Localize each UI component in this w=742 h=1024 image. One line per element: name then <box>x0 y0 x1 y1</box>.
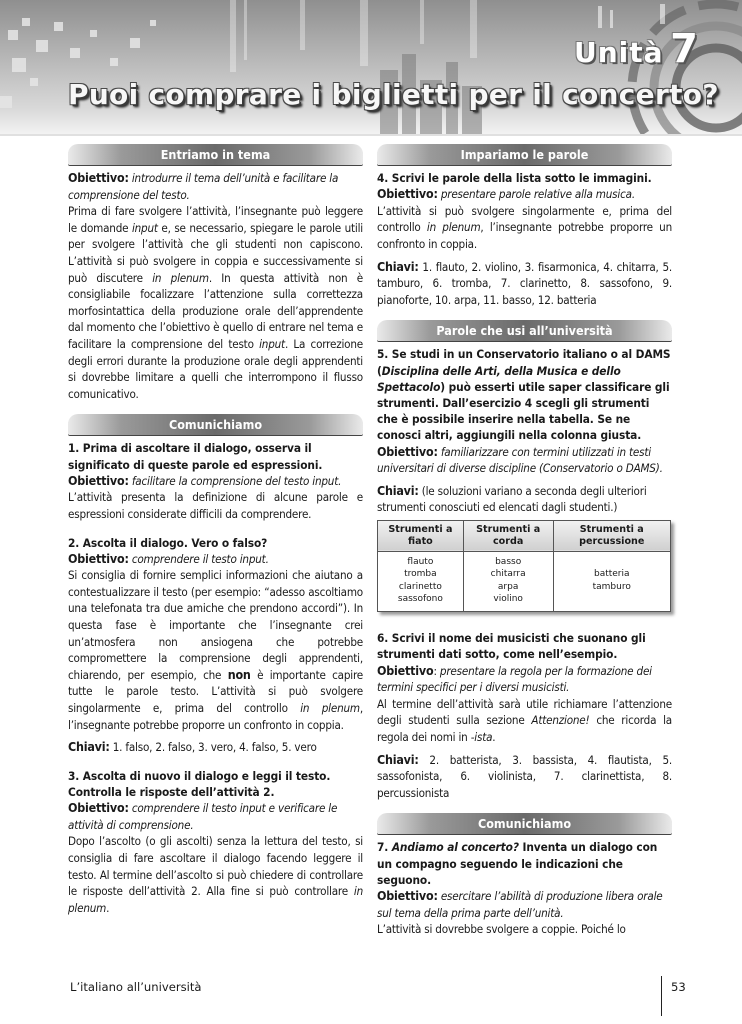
text-run: Al termine dell’attività sarà utile richiamare l’attenzione degli studenti sulla sezione <box>377 696 672 728</box>
objective-label: Obiettivo: <box>377 186 438 202</box>
section-band-parole-universita: Parole che usi all’università <box>377 320 672 341</box>
text-run: non <box>227 666 251 682</box>
answer-key <box>377 752 672 802</box>
text-run: . <box>106 900 110 915</box>
text-run: Si consiglia di fornire semplici informazioni che aiutano a contestualizzare il testo (per esempio: “adesso ascoltiamo una telefonata tra due amiche che prendono accordi”). In questa fase è importante che l’insegnante crei un’atmosfera non ansiogena che potrebbe compromettere la comprensione degli apprendenti, chiarendo, per esempio, che <box>68 568 363 682</box>
objective-text: facilitare la comprensione del testo input. <box>131 473 342 488</box>
instrument-name: tromba <box>404 569 437 580</box>
page-title: Puoi comprare i biglietti per il concerto? <box>68 78 719 111</box>
answer-key-text: 2. batterista, 3. bassista, 4. flautista, 5. sassofonista, 6. violinista, 7. clarinettista, 8. percussionista <box>377 752 672 800</box>
text-run: in plenum <box>426 220 481 235</box>
instrument-name: violino <box>493 593 523 604</box>
objective-text: comprendere il testo input e verificare le attività di comprensione. <box>68 801 338 832</box>
unit-number: 7 <box>670 26 699 72</box>
unit-badge <box>574 26 699 72</box>
objective-label: Obiettivo: <box>377 887 438 903</box>
cell-corda <box>463 551 553 611</box>
answer-key-label: Chiavi: <box>377 751 419 767</box>
text-run: in plenum <box>68 884 363 915</box>
exercise-3-prompt: 3. Ascolta di nuovo il dialogo e leggi il testo. Controlla le risposte dell’attività 2. <box>68 768 331 800</box>
text-run: Disciplina delle Arti, della Musica e dello Spettacolo <box>377 363 621 394</box>
text-run: input <box>131 220 158 235</box>
answer-key <box>68 739 363 756</box>
objective-paragraph <box>68 800 363 833</box>
text-run: input <box>259 336 285 351</box>
text-run: Inventa un dialogo con un compagno seguendo le indicazioni che seguono. <box>377 840 658 887</box>
section-band-comunichiamo: Comunichiamo <box>68 414 363 435</box>
objective-text: presentare la regola per la formazione dei termini specifici per i diversi musicisti. <box>377 663 652 695</box>
body-paragraph: L’attività si dovrebbe svolgere a coppie. Poiché lo <box>377 922 626 937</box>
text-run: , l’insegnante potrebbe proporre un confronto in coppia. <box>68 701 363 732</box>
text-run: . La correzione degli errori durante la produzione orale degli apprendenti si dovrebbe limitare a quelli che interrompono il flusso comunicativo. <box>68 336 363 401</box>
instrument-name: tamburo <box>592 581 631 592</box>
table-row <box>378 551 671 611</box>
section-band-impariamo: Impariamo le parole <box>377 144 672 165</box>
body-paragraph <box>377 696 672 746</box>
section-band-comunichiamo-2: Comunichiamo <box>377 813 672 834</box>
text-run: è importante capire tutte le parole testo. L’attività si può svolgere singolarmente e, prima del controllo <box>68 667 364 716</box>
exercise-4-prompt: 4. Scrivi le parole della lista sotto le immagini. <box>377 171 652 185</box>
body-paragraph <box>377 203 672 253</box>
answer-key-text: (le soluzioni variano a seconda degli ulteriori strumenti conosciuti ed elencati dagli studenti.) <box>377 483 647 515</box>
exercise-2-prompt: 2. Ascolta il dialogo. Vero o falso? <box>68 535 268 550</box>
instrument-name: batteria <box>593 569 630 580</box>
section-band-entriamo: Entriamo in tema <box>68 144 363 165</box>
footer-divider <box>661 976 662 1016</box>
cell-percussione <box>553 551 670 611</box>
text-run: . <box>492 729 496 744</box>
text-run: L’attività si può svolgere singolarmente e, prima del controllo <box>377 203 672 235</box>
text-run: in plenum <box>300 701 360 716</box>
objective-text: esercitare l’abilità di produzione libera orale sul tema della prima parte dell’unità. <box>377 888 663 920</box>
answer-key-text: 1. flauto, 2. violino, 3. fisarmonica, 4. chitarra, 5. tamburo, 6. tromba, 7. clarinetto, 8. sassofono, 9. pianoforte, 10. arpa, 11. basso, 12. batteria <box>377 259 672 307</box>
answer-key-text: 1. falso, 2. falso, 3. vero, 4. falso, 5. vero <box>112 740 317 755</box>
table-header-row <box>378 520 671 551</box>
page-number: 53 <box>671 980 686 994</box>
instruments-table <box>377 520 671 612</box>
exercise-7-prompt <box>377 839 672 888</box>
exercise-5-prompt <box>377 346 672 443</box>
text-run: , l’insegnante potrebbe proporre un confronto in coppia. <box>377 220 672 251</box>
header-percussione: Strumenti a percussione <box>553 520 670 551</box>
text-run: in plenum <box>152 270 209 285</box>
instrument-name: sassofono <box>397 593 443 604</box>
objective-label: Obiettivo <box>377 662 434 678</box>
answer-key-label: Chiavi: <box>377 258 419 274</box>
objective-label: Obiettivo: <box>377 443 438 459</box>
text-run: e, se necessario, spiegare le parole utili per svolgere l’attività che gli studenti non capiscono. L’attività si può svolgere in coppia e successivamente si può discutere <box>68 220 363 285</box>
unit-header <box>0 0 742 136</box>
instrument-name: clarinetto <box>398 581 442 592</box>
text-run: 7. <box>377 840 392 855</box>
instrument-name: flauto <box>407 556 434 567</box>
text-run: che ricorda la regola dei nomi in <box>377 713 673 744</box>
objective-label: Obiettivo: <box>68 170 129 185</box>
text-run: Prima di fare svolgere l’attività, l’insegnante può leggere le domande <box>68 204 363 235</box>
answer-key-label: Chiavi: <box>377 482 419 498</box>
answer-key <box>377 483 672 516</box>
answer-key-label: Chiavi: <box>68 739 110 755</box>
objective-label: Obiettivo: <box>68 550 129 566</box>
objective-paragraph <box>68 473 363 490</box>
text-run: 5. Se studi in un Conservatorio italiano o al DAMS ( <box>377 347 671 378</box>
body-paragraph <box>68 203 363 402</box>
objective-label: Obiettivo: <box>68 800 129 816</box>
objective-label: Obiettivo: <box>68 472 129 488</box>
objective-text: comprendere il testo input. <box>131 551 269 566</box>
text-run: . In questa attività non è consigliabile focalizzare l’attenzione sulla correttezza morfosintattica della produzione orale dell’apprendente dal momento che l’obiettivo è quello di entrare nel tema e facilitare la comprensione del testo <box>68 270 364 351</box>
objective-paragraph <box>377 888 672 921</box>
objective-paragraph <box>68 170 363 203</box>
text-run: Dopo l’ascolto (o gli ascolti) senza la lettura del testo, si consiglia di fare ascoltare il dialogo facendo leggere il testo. Al termine dell’ascolto si può chiedere di controllare le risposte dell’attività 2. Alla fine si può controllare <box>68 834 363 899</box>
text-run: Attenzione! <box>531 713 590 728</box>
book-title: L’italiano all’università <box>70 980 202 994</box>
cell-fiato <box>378 551 464 611</box>
instrument-name: chitarra <box>490 569 526 580</box>
header-corda: Strumenti a corda <box>463 520 553 551</box>
objective-text: familiarizzare con termini utilizzati in testi universitari di diverse discipline (Conservatorio o DAMS). <box>377 444 663 476</box>
right-column <box>377 144 672 938</box>
objective-text: presentare parole relative alla musica. <box>440 187 635 202</box>
body-paragraph <box>68 567 363 733</box>
header-fiato: Strumenti a fiato <box>378 520 464 551</box>
answer-key <box>377 259 672 309</box>
objective-paragraph <box>377 186 672 203</box>
exercise-1-prompt: 1. Prima di ascoltare il dialogo, osserva il significato di queste parole ed espressioni. <box>68 441 323 472</box>
text-run: -ista <box>470 729 493 744</box>
exercise-6-prompt: 6. Scrivi il nome dei musicisti che suonano gli strumenti dati sotto, come nell’esempio. <box>377 631 646 662</box>
objective-paragraph <box>68 551 363 568</box>
body-paragraph: L’attività presenta la definizione di alcune parole e espressioni considerate difficili da comprendere. <box>68 490 363 521</box>
left-column <box>68 144 363 916</box>
objective-text: introdurre il tema dell’unità e facilitare la comprensione del testo. <box>68 171 339 202</box>
instrument-name: arpa <box>497 581 519 592</box>
instrument-name: basso <box>495 556 522 567</box>
text-run: ) può esserti utile saper classificare gli strumenti. Dall’esercizio 4 scegli gli strumenti che è possibile inserire nella tabella. Se ne conosci altri, aggiungili nella colonna giusta. <box>377 379 670 443</box>
unit-word: Unità <box>574 36 664 69</box>
objective-paragraph <box>377 444 672 477</box>
body-paragraph <box>68 833 363 916</box>
text-run: Andiamo al concerto? <box>391 840 519 855</box>
objective-paragraph: Obiettivo: presentare la regola per la formazione dei termini specifici per i diversi musicisti. <box>377 662 652 695</box>
